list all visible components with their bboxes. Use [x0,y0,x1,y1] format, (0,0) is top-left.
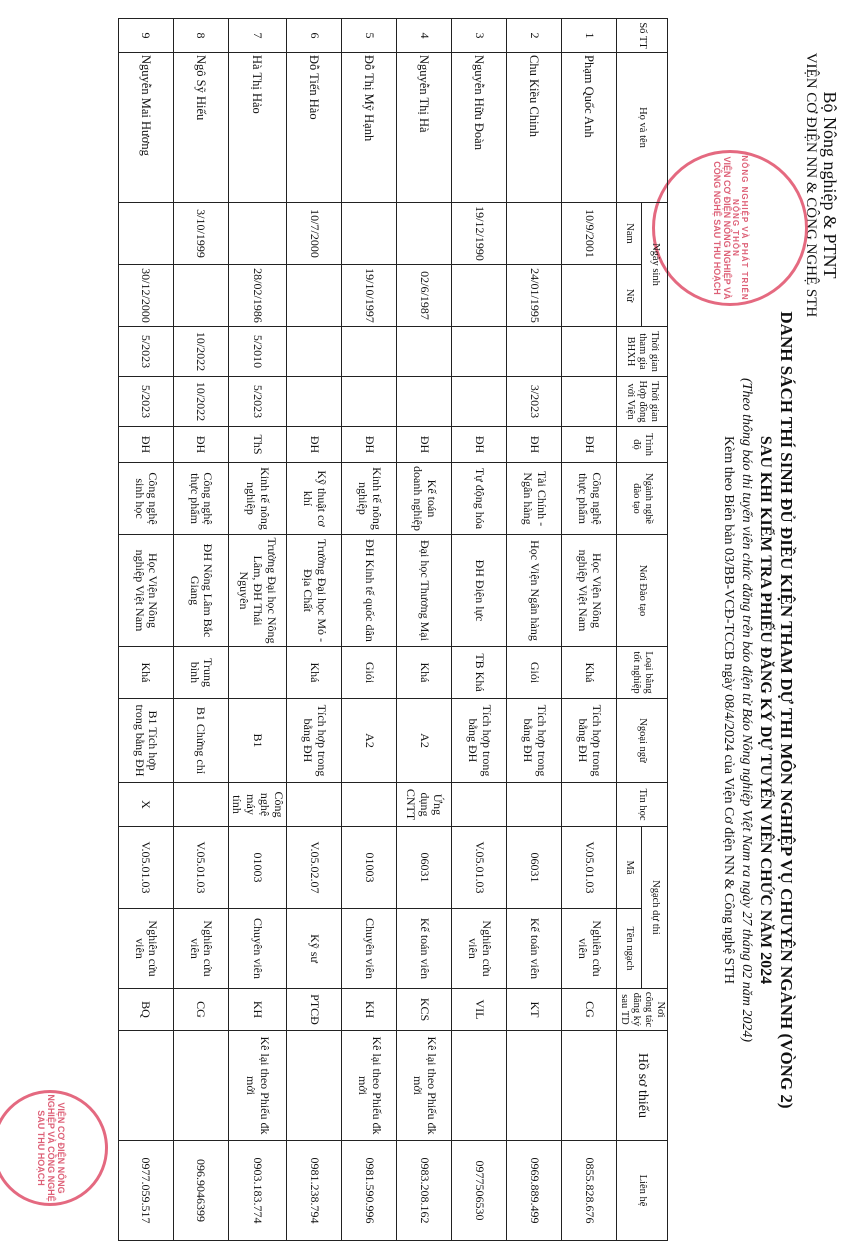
cell-it: X [118,783,173,827]
cell-name: Hà Thị Hảo [228,53,286,203]
cell-code: V.05.01.03 [451,827,506,909]
cell-place: VIL [451,989,506,1031]
cell-male-dob: 19/12/1990 [451,203,506,265]
ministry-name: Bộ Nông nghiệp & PTNT [820,91,840,279]
cell-place: PTCĐ [286,989,341,1031]
col-grade: Loại bằng tốt nghiệp [616,647,667,699]
cell-place: KH [341,989,396,1031]
table-row [396,19,451,1241]
cell-stt: 8 [173,19,228,53]
col-school: Nơi Đào tạo [616,535,667,647]
cell-stt: 1 [561,19,616,53]
cell-female-dob: 19/10/1997 [341,265,396,327]
cell-contact: 0903.183.774 [228,1141,286,1241]
cell-male-dob [506,203,561,265]
cell-major: Kế toán doanh nghiệp [396,463,451,535]
cell-language: B1 Tích hợp trong bằng ĐH [118,699,173,783]
cell-grade: Khá [561,647,616,699]
cell-female-dob: 02/6/1987 [396,265,451,327]
cell-contact: 0983.208.162 [396,1141,451,1241]
issuer-block [802,20,840,350]
cell-name: Nguyễn Hữu Đoàn [451,53,506,203]
table-row [451,19,506,1241]
cell-language: Tích hợp trong bằng ĐH [451,699,506,783]
table-row [173,19,228,1241]
cell-code: 01003 [228,827,286,909]
cell-rank: Nghiên cứu viên [173,909,228,989]
cell-rank: Kế toán viên [506,909,561,989]
cell-female-dob: 28/02/1986 [228,265,286,327]
cell-school: ĐH Điện lực [451,535,506,647]
seal-inner-text: VIỆN CƠ ĐIỆN NÔNG NGHIỆP VÀ CÔNG NGHỆ SAU THU HOẠCH [712,156,732,300]
cell-school: Đại học Thương Mại [396,535,451,647]
cell-code: V.05.01.03 [173,827,228,909]
cell-school: Trường Đại học Mỏ - Địa Chất [286,535,341,647]
candidate-table [118,18,668,1241]
cell-code: V.05.02.07 [286,827,341,909]
cell-code: V.05.01.03 [561,827,616,909]
cell-contract [451,377,506,427]
cell-missing [506,1031,561,1141]
cell-female-dob [561,265,616,327]
cell-grade: Giỏi [341,647,396,699]
cell-male-dob: 3/10/1999 [173,203,228,265]
col-female: Nữ [616,265,642,327]
cell-school: Trường Đại học Nông Lâm, ĐH Thái Nguyên [228,535,286,647]
col-missing: Hồ sơ thiếu [616,1031,667,1141]
cell-female-dob [173,265,228,327]
cell-bhxh [396,327,451,377]
cell-missing [173,1031,228,1141]
cell-level: ThS [228,427,286,463]
cell-language: B1 Chứng chỉ [173,699,228,783]
cell-female-dob [286,265,341,327]
cell-contract: 3/2023 [506,377,561,427]
cell-name: Phạm Quốc Anh [561,53,616,203]
cell-major: Tài Chính - Ngân hàng [506,463,561,535]
table-row [118,19,173,1241]
cell-language: A2 [341,699,396,783]
cell-missing [286,1031,341,1141]
cell-male-dob [118,203,173,265]
cell-name: Chu Kiều Chinh [506,53,561,203]
cell-it [173,783,228,827]
cell-contract: 5/2023 [228,377,286,427]
cell-school: ĐH Kinh tế quốc dân [341,535,396,647]
cell-female-dob: 30/12/2000 [118,265,173,327]
table-row [228,19,286,1241]
cell-language: A2 [396,699,451,783]
cell-language: B1 [228,699,286,783]
cell-it [286,783,341,827]
cell-contract [341,377,396,427]
cell-school: Học Viện Nông nghiệp Việt Nam [561,535,616,647]
col-place: Nơi công tác đăng ký sau TD [616,989,667,1031]
document-title-block [720,300,796,1120]
cell-place: CG [173,989,228,1031]
col-contact: Liên hệ [616,1141,667,1241]
cell-stt: 7 [228,19,286,53]
cell-level: ĐH [561,427,616,463]
cell-stt: 2 [506,19,561,53]
cell-place: CG [561,989,616,1031]
cell-major: Kinh tế nông nghiệp [228,463,286,535]
cell-missing: Kê lại theo Phiếu đk mới [396,1031,451,1141]
cell-language: Tích hợp trong bằng ĐH [561,699,616,783]
cell-school: Học Viện Ngân hàng [506,535,561,647]
cell-bhxh: 5/2023 [118,327,173,377]
seal-inner-text: VIỆN CƠ ĐIỆN NÔNG NGHIỆP VÀ CÔNG NGHỆ SAU THU HOẠCH [36,1094,66,1202]
cell-place: KT [506,989,561,1031]
cell-rank: Kế toán viên [396,909,451,989]
cell-level: ĐH [173,427,228,463]
cell-school: Học Viện Nông nghiệp Việt Nam [118,535,173,647]
cell-missing [451,1031,506,1141]
cell-it [561,783,616,827]
cell-stt: 9 [118,19,173,53]
document-title: DANH SÁCH THÍ SINH ĐỦ ĐIỀU KIỆN THAM DỰ THI MÔN NGHIỆP VỤ CHUYÊN NGÀNH (VÒNG 2) [777,311,796,1109]
cell-major: Kinh tế nông nghiệp [341,463,396,535]
cell-contact: 0977.059.517 [118,1141,173,1241]
cell-contract [396,377,451,427]
cell-bhxh [451,327,506,377]
cell-level: ĐH [118,427,173,463]
cell-male-dob [341,203,396,265]
cell-contact: 0981.238.794 [286,1141,341,1241]
cell-grade: Khá [396,647,451,699]
cell-rank: Nghiên cứu viên [118,909,173,989]
cell-it [506,783,561,827]
cell-it: Ứng dụng CNTT [396,783,451,827]
cell-grade: Trung bình [173,647,228,699]
cell-name: Đỗ Tiến Hào [286,53,341,203]
cell-female-dob [451,265,506,327]
cell-major: Công nghệ thực phẩm [561,463,616,535]
seal-ring-text: NÔNG NGHIỆP VÀ PHÁT TRIỂN NÔNG THÔN [730,155,749,301]
cell-bhxh [286,327,341,377]
cell-stt: 5 [341,19,396,53]
document-title-line2: SAU KHI KIỂM TRA PHIẾU ĐĂNG KÝ DỰ TUYỂN VIÊN CHỨC NĂM 2024 [757,435,774,985]
col-it: Tin học [616,783,667,827]
cell-name: Đỗ Thị Mỹ Hạnh [341,53,396,203]
cell-level: ĐH [286,427,341,463]
cell-bhxh [561,327,616,377]
cell-bhxh: 5/2010 [228,327,286,377]
cell-male-dob: 10/7/2000 [286,203,341,265]
cell-contact: 096.9046399 [173,1141,228,1241]
cell-contact: 0855.828.676 [561,1141,616,1241]
cell-level: ĐH [341,427,396,463]
cell-missing: Kê lại theo Phiếu đk mới [228,1031,286,1141]
cell-it [341,783,396,827]
official-seal-stamp [652,150,808,306]
cell-bhxh [341,327,396,377]
cell-stt: 3 [451,19,506,53]
cell-contact: 0977506530 [451,1141,506,1241]
cell-male-dob: 10/9/2001 [561,203,616,265]
official-seal-stamp-partial [0,1090,108,1206]
col-major: Ngành nghề đào tạo [616,463,667,535]
cell-male-dob [228,203,286,265]
col-bhxh: Thời gian tham gia BHXH [616,327,667,377]
cell-place: BQ [118,989,173,1031]
cell-missing [118,1031,173,1141]
cell-language: Tích hợp trong bằng ĐH [286,699,341,783]
cell-grade: Khá [118,647,173,699]
cell-rank: Chuyên viên [341,909,396,989]
cell-contract [561,377,616,427]
table-row [506,19,561,1241]
cell-it [451,783,506,827]
cell-missing [561,1031,616,1141]
cell-code: 06031 [506,827,561,909]
cell-rank: Kỹ sư [286,909,341,989]
cell-contact: 0981.590.996 [341,1141,396,1241]
col-language: Ngoại ngữ [616,699,667,783]
cell-missing: Kê lại theo Phiếu đk mới [341,1031,396,1141]
table-body [118,19,616,1241]
col-name: Họ và tên [616,53,667,203]
cell-stt: 6 [286,19,341,53]
cell-contract [286,377,341,427]
cell-rank: Nghiên cứu viên [561,909,616,989]
table-row [341,19,396,1241]
institute-name: VIỆN CƠ ĐIỆN NN & CÔNG NGHỆ STH [803,52,819,318]
cell-level: ĐH [396,427,451,463]
table-row [561,19,616,1241]
cell-code: 01003 [341,827,396,909]
cell-place: KCS [396,989,451,1031]
col-code: Mã [616,827,642,909]
cell-grade [228,647,286,699]
col-stt: Số TT [616,19,667,53]
cell-place: KH [228,989,286,1031]
col-rank-group: Ngạch dự thi [642,827,668,989]
cell-school: ĐH Nông Lâm Bắc Giang [173,535,228,647]
cell-grade: Giỏi [506,647,561,699]
cell-code: V.05.01.03 [118,827,173,909]
col-male: Nam [616,203,642,265]
cell-name: Nguyễn Thị Hà [396,53,451,203]
cell-male-dob [396,203,451,265]
cell-major: Tự động hóa [451,463,506,535]
col-rank-name: Tên ngạch [616,909,642,989]
col-level: Trình độ [616,427,667,463]
cell-contact: 0969.889.499 [506,1141,561,1241]
cell-name: Ngô Sỹ Hiếu [173,53,228,203]
cell-rank: Chuyên viên [228,909,286,989]
cell-grade: Khá [286,647,341,699]
cell-stt: 4 [396,19,451,53]
cell-contract: 5/2023 [118,377,173,427]
cell-major: Công nghệ thực phẩm [173,463,228,535]
cell-bhxh: 10/2022 [173,327,228,377]
col-contract: Thời gian Hợp đồng với Viện [616,377,667,427]
cell-level: ĐH [451,427,506,463]
cell-major: Công nghệ sinh học [118,463,173,535]
cell-name: Nguyễn Mai Hương [118,53,173,203]
document-subtitle: (Theo thông báo thi tuyển viên chức đăng trên báo điện tử Báo Nông nghiệp Việt Nam ra ngày 27 tháng 02 năm 2024) [739,378,754,1042]
cell-language: Tích hợp trong bằng ĐH [506,699,561,783]
col-dob: Ngày sinh [642,203,668,327]
cell-level: ĐH [506,427,561,463]
table-row [286,19,341,1241]
table-header [616,19,667,1241]
cell-female-dob: 24/01/1995 [506,265,561,327]
cell-contract: 10/2022 [173,377,228,427]
cell-grade: TB Khá [451,647,506,699]
cell-bhxh [506,327,561,377]
cell-code: 06031 [396,827,451,909]
attachment-note: Kèm theo Biên bản 03/BB-VCĐ-TCCB ngày 08/4/2024 của Viện Cơ điện NN & Công nghệ STH [721,436,736,984]
cell-it: Công nghệ máy tính [228,783,286,827]
cell-major: Kỹ thuật cơ khí [286,463,341,535]
cell-rank: Nghiên cứu viên [451,909,506,989]
